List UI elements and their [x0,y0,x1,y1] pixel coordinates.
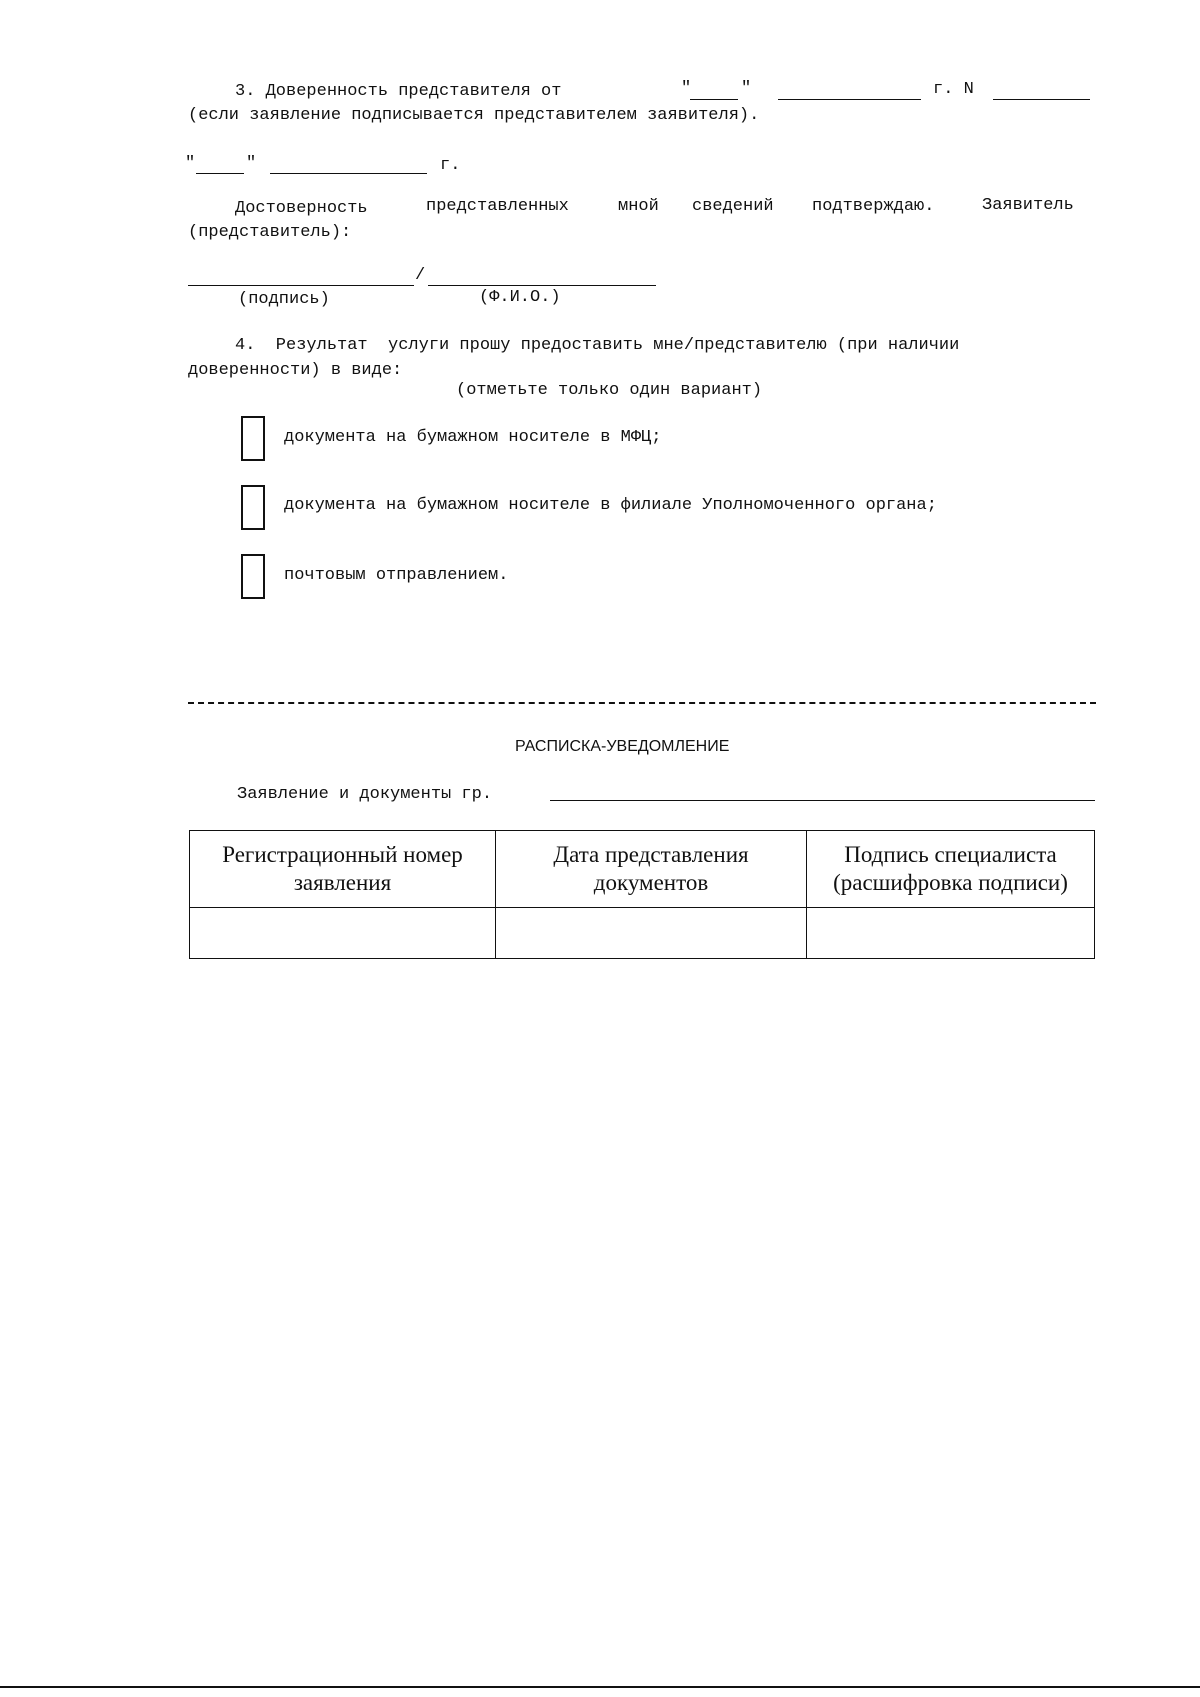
option-mail-label: почтовым отправлением. [284,566,509,585]
confirm-word-1: Достоверность [235,199,368,218]
section4-hint: (отметьте только один вариант) [456,381,763,400]
option-mail-checkbox[interactable] [241,554,265,599]
date-quote-close: " [246,154,257,173]
option-mfc-checkbox[interactable] [241,416,265,461]
confirm-word-6: Заявитель [982,196,1074,215]
year-number-label: г. N [933,80,974,99]
submission-date-cell[interactable] [496,908,807,959]
section4-line2: доверенности) в виде: [188,361,403,380]
confirm-word-4: сведений [692,197,774,216]
confirm-line2: (представитель): [188,223,352,242]
col-specialist-signature: Подпись специалиста (расшифровка подписи) [807,831,1095,908]
section4-line1: 4. Результат услуги прошу предоставить мне/представителю (при наличии [235,336,960,355]
date-month-field[interactable] [270,173,427,174]
day-field[interactable] [690,99,738,100]
date-quote-open: " [185,154,196,173]
month-field[interactable] [778,99,921,100]
specialist-signature-cell[interactable] [807,908,1095,959]
cut-line [188,702,1096,704]
date-year-label: г. [440,156,461,175]
option-branch-label: документа на бумажном носителе в филиале Уполномоченного органа; [284,496,937,515]
power-of-attorney-number-field[interactable] [993,99,1090,100]
applicant-name-field[interactable] [550,800,1095,801]
option-mfc-label: документа на бумажном носителе в МФЦ; [284,428,662,447]
confirm-word-5: подтверждаю. [812,197,935,216]
registration-number-cell[interactable] [190,908,496,959]
signature-caption: (подпись) [238,290,330,309]
confirm-word-2: представленных [426,197,569,216]
option-branch-checkbox[interactable] [241,485,265,530]
date-day-field[interactable] [196,173,244,174]
receipt-data-row [190,908,1095,959]
receipt-intro: Заявление и документы гр. [237,785,493,804]
signature-slash: / [415,266,426,285]
fio-caption: (Ф.И.О.) [479,288,561,307]
receipt-title: РАСПИСКА-УВЕДОМЛЕНИЕ [515,738,730,755]
fio-field[interactable] [428,285,656,286]
page-bottom-edge [0,1686,1200,1688]
confirm-word-3: мной [618,197,659,216]
section3-line2: (если заявление подписывается представителем заявителя). [188,106,760,125]
quote-close: " [741,79,752,98]
receipt-table [189,830,1095,959]
col-registration-number: Регистрационный номер заявления [190,831,496,908]
section3-line1-prefix: 3. Доверенность представителя от [235,82,562,101]
quote-open: " [681,79,692,98]
col-submission-date: Дата представления документов [496,831,807,908]
receipt-header-row [190,831,1095,908]
signature-field[interactable] [188,285,414,286]
